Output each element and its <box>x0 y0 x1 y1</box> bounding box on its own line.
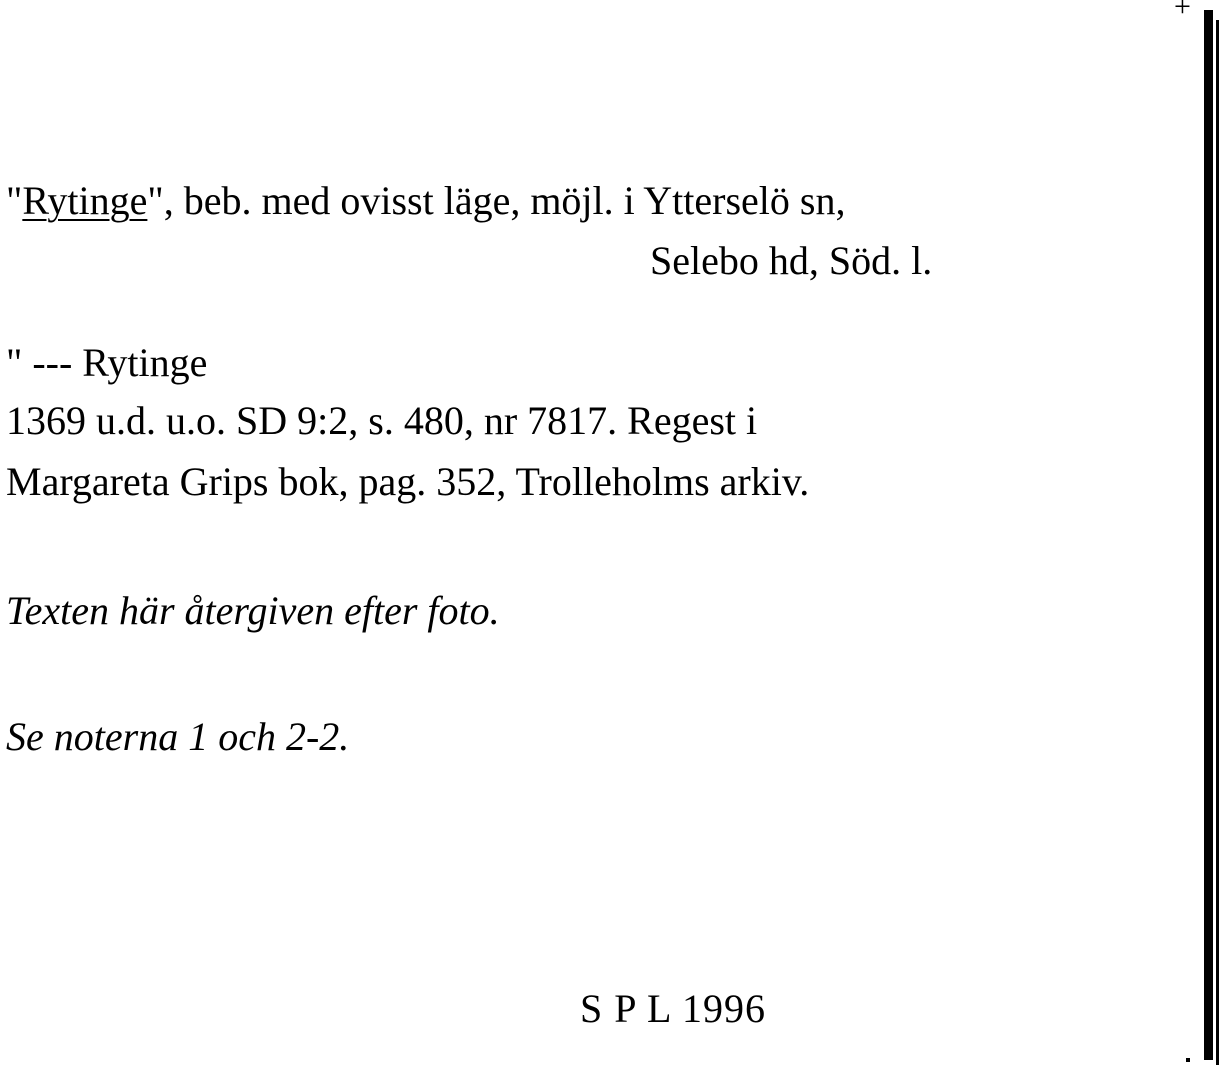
photo-note: Texten här återgiven efter foto. <box>6 588 500 633</box>
notes-reference: Se noterna 1 och 2-2. <box>6 714 350 759</box>
source-form: " --- Rytinge <box>6 340 208 385</box>
source-citation: 1369 u.d. u.o. SD 9:2, s. 480, nr 7817. Regest i <box>6 398 758 443</box>
entry-heading <box>6 178 846 223</box>
scan-dot-mark <box>1186 1058 1190 1062</box>
entry-location: Selebo hd, Söd. l. <box>650 238 933 283</box>
scan-edge-border <box>1204 10 1213 1060</box>
scan-edge-line <box>1216 20 1219 1065</box>
source-archive: Margareta Grips bok, pag. 352, Trolleholms arkiv. <box>6 459 810 504</box>
scan-crop-mark: + <box>1174 0 1191 23</box>
place-name: Rytinge <box>22 178 148 223</box>
signature: S P L 1996 <box>580 986 766 1031</box>
quote-open: " <box>6 178 23 223</box>
entry-description: ", beb. med ovisst läge, möjl. i Ytterselö sn, <box>147 178 846 223</box>
